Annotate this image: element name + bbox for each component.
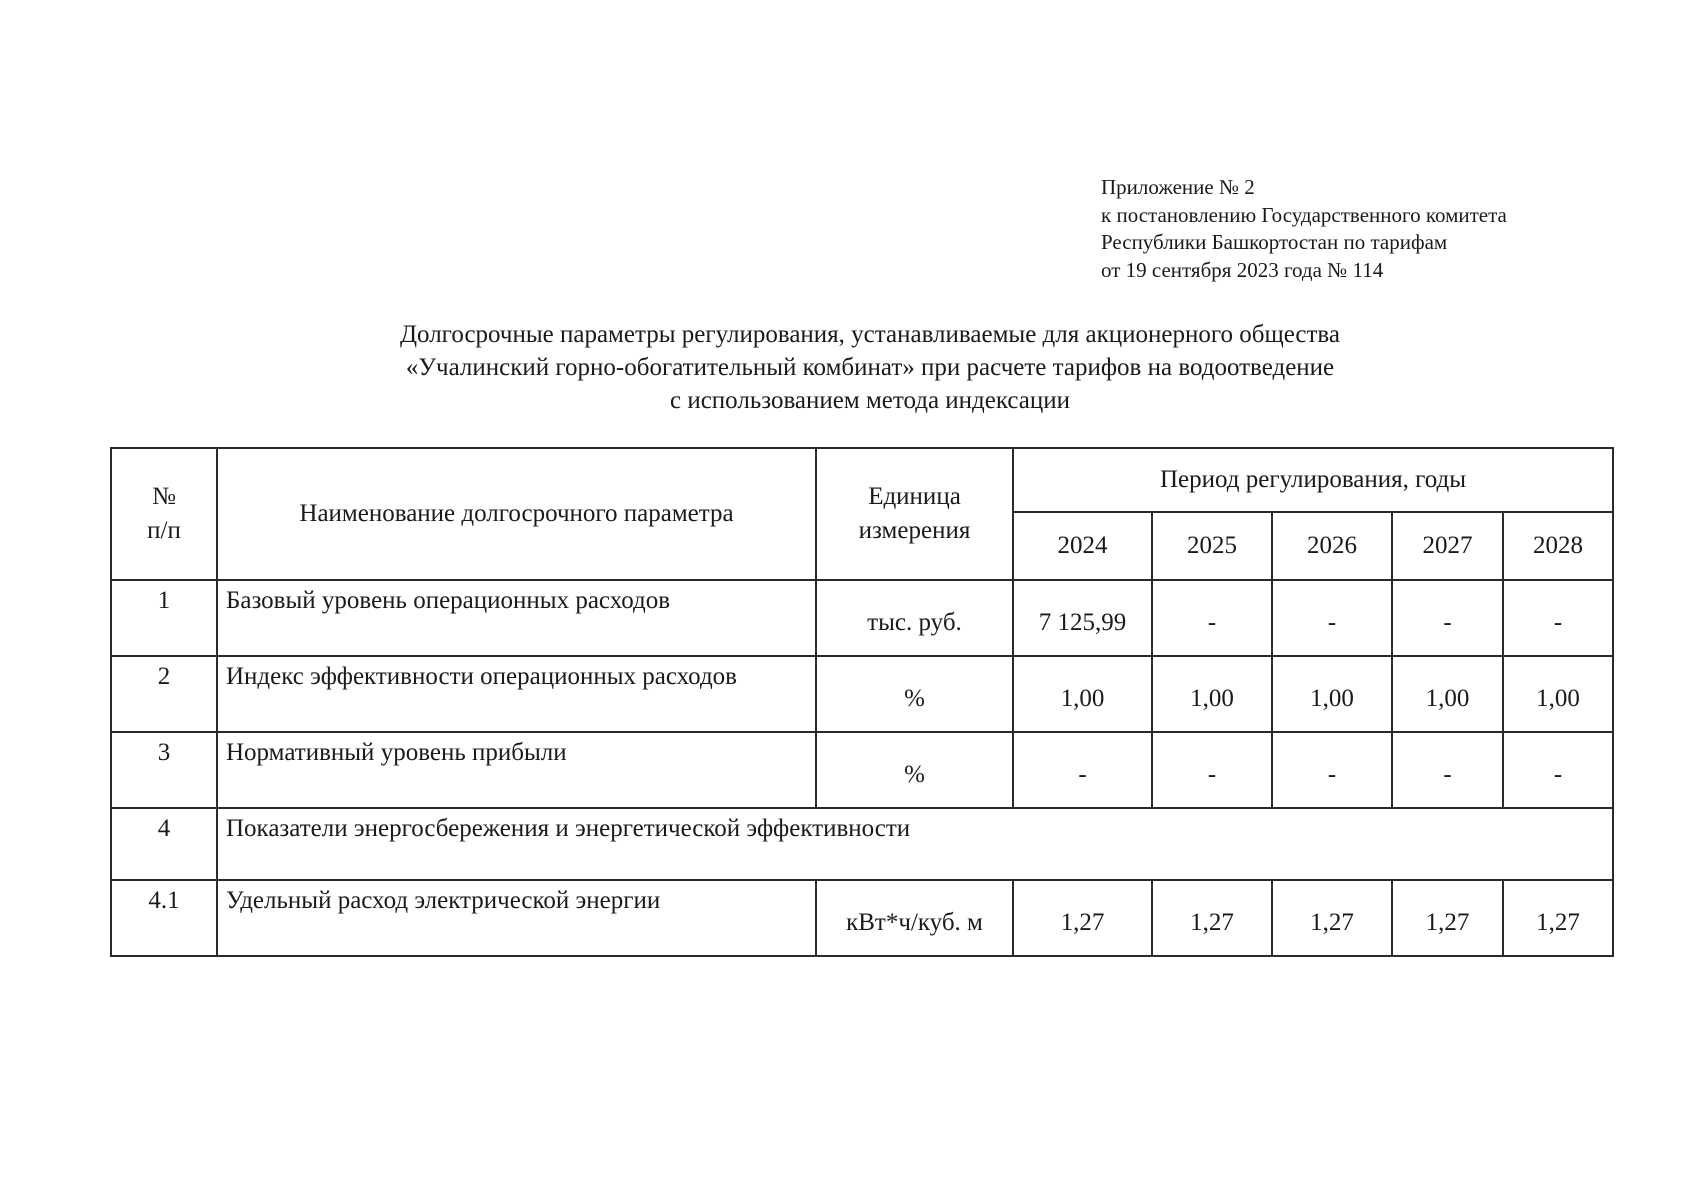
row-value: - xyxy=(1503,580,1613,656)
row-parameter-name: Нормативный уровень прибыли xyxy=(217,732,816,808)
parameters-table xyxy=(110,447,1614,957)
appendix-line: от 19 сентября 2023 года № 114 xyxy=(1101,257,1384,282)
row-parameter-name: Базовый уровень операционных расходов xyxy=(217,580,816,656)
row-number: 2 xyxy=(111,656,217,732)
table-row xyxy=(111,880,1613,956)
row-value: 1,27 xyxy=(1152,880,1272,956)
row-unit: % xyxy=(816,656,1013,732)
header-year: 2027 xyxy=(1392,512,1503,580)
document-title xyxy=(300,318,1440,417)
header-number-line2: п/п xyxy=(147,517,181,544)
row-number: 4.1 xyxy=(111,880,217,956)
row-parameter-name: Удельный расход электрической энергии xyxy=(217,880,816,956)
row-value: 1,00 xyxy=(1152,656,1272,732)
row-value: - xyxy=(1392,732,1503,808)
table-section-row xyxy=(111,808,1613,880)
header-row xyxy=(111,448,1613,512)
row-value: 1,00 xyxy=(1392,656,1503,732)
row-value: - xyxy=(1152,732,1272,808)
row-number: 4 xyxy=(111,808,217,880)
header-year: 2028 xyxy=(1503,512,1613,580)
header-unit xyxy=(816,448,1013,580)
appendix-block xyxy=(1101,174,1507,284)
header-unit-line2: измерения xyxy=(858,517,971,544)
header-period: Период регулирования, годы xyxy=(1013,448,1613,512)
row-value: 7 125,99 xyxy=(1013,580,1152,656)
appendix-line: Республики Башкортостан по тарифам xyxy=(1101,230,1448,254)
row-value: - xyxy=(1503,732,1613,808)
table-row xyxy=(111,732,1613,808)
appendix-line: Приложение № 2 xyxy=(1101,175,1255,199)
title-line: Долгосрочные параметры регулирования, устанавливаемые для акционерного общества xyxy=(399,321,1340,348)
row-value: - xyxy=(1272,580,1392,656)
header-number-line1: № xyxy=(152,483,176,510)
row-value: 1,00 xyxy=(1503,656,1613,732)
row-unit: кВт*ч/куб. м xyxy=(816,880,1013,956)
row-parameter-name: Индекс эффективности операционных расходов xyxy=(217,656,816,732)
title-line: «Учалинский горно-обогатительный комбинат» при расчете тарифов на водоотведение xyxy=(405,354,1335,381)
row-value: 1,27 xyxy=(1392,880,1503,956)
row-unit: тыс. руб. xyxy=(816,580,1013,656)
row-number: 3 xyxy=(111,732,217,808)
row-value: 1,00 xyxy=(1013,656,1152,732)
row-value: - xyxy=(1392,580,1503,656)
header-number xyxy=(111,448,217,580)
row-value: - xyxy=(1013,732,1152,808)
section-title: Показатели энергосбережения и энергетической эффективности xyxy=(217,808,1613,880)
row-value: 1,00 xyxy=(1272,656,1392,732)
header-unit-line1: Единица xyxy=(868,483,961,510)
header-name: Наименование долгосрочного параметра xyxy=(217,448,816,580)
appendix-line: к постановлению Государственного комитета xyxy=(1101,202,1507,227)
row-value: 1,27 xyxy=(1272,880,1392,956)
title-line: с использованием метода индексации xyxy=(669,387,1071,414)
row-number: 1 xyxy=(111,580,217,656)
header-year: 2024 xyxy=(1013,512,1152,580)
table-row xyxy=(111,580,1613,656)
header-year: 2026 xyxy=(1272,512,1392,580)
row-value: 1,27 xyxy=(1013,880,1152,956)
header-year: 2025 xyxy=(1152,512,1272,580)
row-unit: % xyxy=(816,732,1013,808)
row-value: - xyxy=(1152,580,1272,656)
row-value: - xyxy=(1272,732,1392,808)
table-row xyxy=(111,656,1613,732)
row-value: 1,27 xyxy=(1503,880,1613,956)
